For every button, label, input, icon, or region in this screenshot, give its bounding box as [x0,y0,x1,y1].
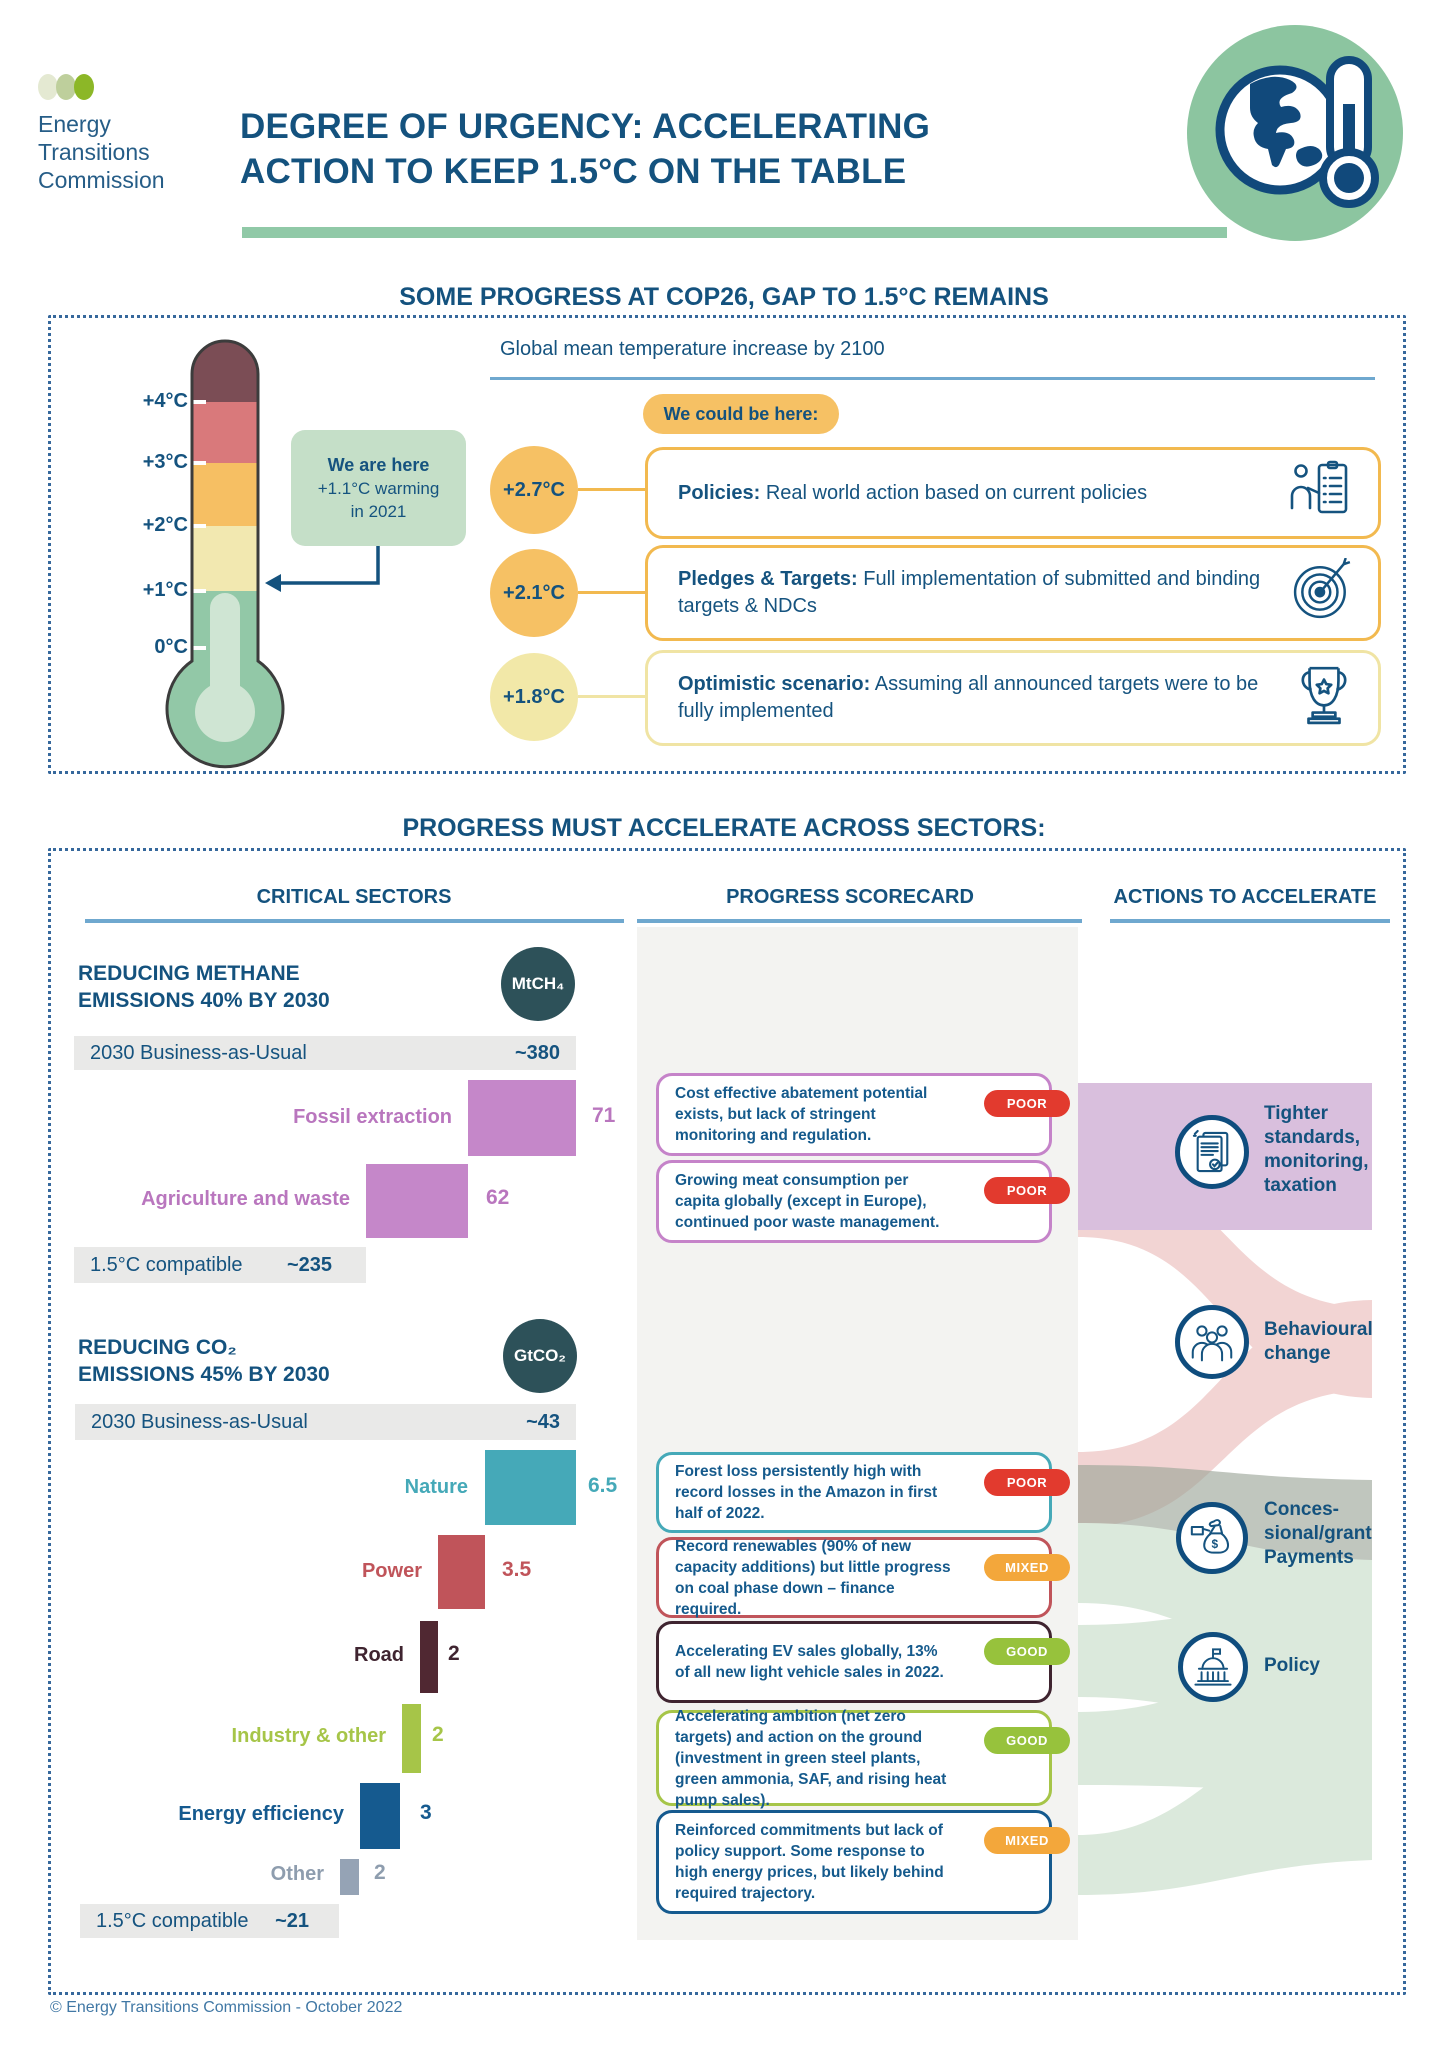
thermometer-tick: +1°C [142,579,188,601]
we-are-here-line2: +1.1°C warming [317,478,440,498]
co2-bar-value: 2 [432,1723,444,1746]
co2-bau-label: 2030 Business-as-Usual [91,1410,308,1433]
action-circle-behaviour [1175,1305,1249,1379]
action-line: sional/grant [1264,1523,1372,1544]
scorecard-item [656,1073,1052,1156]
co2-bar-value: 2 [374,1861,386,1884]
target-icon [1292,558,1354,620]
scenario-rest: Real world action based on current policies [760,481,1148,504]
co2-bar-value: 6.5 [588,1474,618,1497]
co2-bau-bar [75,1404,576,1440]
page-title [240,104,1120,194]
scenario-rest: Full implementation of submitted and binding targets & NDCs [678,568,1261,617]
scenario-box-pledges [645,545,1381,641]
scenario-temp-circle: +1.8°C [490,653,578,741]
action-line: Tighter [1264,1103,1329,1124]
logo-line: Energy [38,111,111,137]
rating-badge: MIXED [984,1827,1070,1854]
co2-bar-label: Nature [404,1476,468,1498]
methane-compat-label: 1.5°C compatible [90,1253,243,1276]
money-bag-icon [1190,1517,1234,1559]
scenario-text [648,661,1378,735]
methane-compatible-bar [74,1247,366,1283]
methane-bar-value: 71 [592,1104,616,1127]
we-are-here-bold: We are here [327,454,430,475]
co2-heading [78,1334,330,1388]
column1-rule [85,919,624,923]
methane-bar-label: Agriculture and waste [141,1188,350,1210]
column2-rule [637,919,1082,923]
scorecard-item [656,1621,1052,1703]
action-line: Conces- [1264,1499,1339,1520]
footer-copyright: © Energy Transitions Commission - October 2022 [50,1999,403,2016]
rating-badge: GOOD [984,1727,1070,1754]
co2-compat-label: 1.5°C compatible [96,1909,249,1932]
trophy-icon [1294,662,1354,726]
scorecard-text: Cost effective abatement potential exists, but lack of stringent monitoring and regulation. [675,1085,928,1144]
action-line: monitoring, [1264,1151,1369,1172]
column-header-progress-scorecard: PROGRESS SCORECARD [726,886,974,908]
header-rule [242,227,1227,238]
action-label-behaviour [1264,1318,1373,1366]
co2-bau-value: ~43 [526,1410,560,1433]
co2-bar-label: Other [270,1863,324,1885]
scorecard-text: Reinforced commitments but lack of policy support. Some response to high energy prices, but likely behind required trajectory. [675,1822,944,1902]
co2-bar-road [420,1621,438,1693]
scenario-rest: Assuming all announced targets were to be fully implemented [678,673,1259,722]
svg-text:$: $ [1211,1537,1219,1552]
methane-bar-label: Fossil extraction [293,1106,452,1128]
rating-badge: POOR [984,1177,1070,1204]
scorecard-text: Forest loss persistently high with record losses in the Amazon in first half of 2022. [675,1463,938,1522]
we-are-here-note [291,430,466,546]
co2-bar-nature [485,1450,576,1525]
methane-bar-value: 62 [486,1186,510,1209]
we-are-here-arrow [255,540,405,595]
scorecard-item [656,1160,1052,1243]
logo-line: Transitions [38,139,150,165]
scorecard-text: Accelerating ambition (net zero targets) and action on the ground (investment in green steel plants, green ammonia, SAF, and rising heat pump sales). [675,1707,947,1809]
government-icon [1191,1647,1235,1687]
co2-bar-label: Power [361,1560,422,1582]
co2-bar-label: Industry & other [231,1725,386,1747]
we-are-here-line3: in 2021 [350,501,407,521]
co2-compatible-bar [80,1904,339,1938]
action-line: Policy [1264,1655,1320,1676]
scorecard-item [656,1707,1052,1809]
co2-bar-industry [402,1704,421,1773]
scenario-connector [578,488,655,491]
action-line: Behavioural [1264,1319,1373,1340]
co2-bar-label: Road [354,1644,404,1666]
people-icon [1190,1322,1234,1362]
thermometer-tick: +2°C [142,514,188,536]
scenario-text [648,556,1378,630]
axis-title: Global mean temperature increase by 2100 [500,338,885,360]
rating-badge: POOR [984,1469,1070,1496]
methane-bau-label: 2030 Business-as-Usual [90,1041,307,1064]
column-header-critical-sectors: CRITICAL SECTORS [256,886,452,908]
thermometer-tick: +3°C [142,451,188,473]
action-label-standards [1264,1102,1368,1198]
action-label-policy [1264,1654,1320,1678]
methane-bau-value: ~380 [514,1041,560,1064]
action-circle-standards [1175,1115,1249,1189]
rating-badge: MIXED [984,1554,1070,1581]
co2-unit-badge: GtCO₂ [503,1319,577,1393]
person-clipboard-icon [1288,458,1352,522]
logo-line: Commission [38,167,165,193]
column3-rule [1110,919,1390,923]
could-be-here-pill: We could be here: [643,394,839,434]
action-line: Payments [1264,1547,1354,1568]
scenario-connector [578,591,655,594]
co2-bar-other [340,1859,359,1895]
scorecard-text: Accelerating EV sales globally, 13% of all new light vehicle sales in 2022. [675,1643,944,1681]
page-title-line1: DEGREE OF URGENCY: ACCELERATING [240,107,931,146]
co2-compat-value: ~21 [275,1909,309,1932]
scenario-text [648,470,1243,517]
rating-badge: GOOD [984,1638,1070,1665]
co2-bar-label: Energy efficiency [178,1803,344,1825]
scorecard-text: Growing meat consumption per capita globally (except in Europe), continued poor waste management. [675,1172,940,1231]
methane-heading-line1: REDUCING METHANE [78,962,300,985]
scorecard-item [656,1810,1052,1914]
scorecard-item [656,1452,1052,1533]
axis-rule [490,377,1375,380]
scenario-temp-circle: +2.1°C [490,549,578,637]
scenario-temp-circle: +2.7°C [490,446,578,534]
section1-title: SOME PROGRESS AT COP26, GAP TO 1.5°C REMAINS [399,283,1049,311]
logo-text [38,110,165,194]
globe-thermometer-icon [1180,18,1410,248]
scenario-bold: Policies: [678,481,761,504]
scorecard-text: Record renewables (90% of new capacity additions) but little progress on coal phase down – finance required. [675,1537,951,1618]
scorecard-item [656,1537,1052,1618]
scenario-box-policies [645,447,1381,539]
page-title-line2: ACTION TO KEEP 1.5°C ON THE TABLE [240,152,907,191]
action-line: standards, [1264,1127,1361,1148]
action-circle-policy [1178,1632,1248,1702]
column-header-actions: ACTIONS TO ACCELERATE [1113,886,1377,908]
action-circle-payments [1176,1502,1248,1574]
scenario-bold: Pledges & Targets: [678,568,858,590]
action-line: taxation [1264,1175,1337,1196]
co2-bar-efficiency [360,1783,400,1849]
co2-bar-value: 2 [448,1642,460,1665]
section2-title: PROGRESS MUST ACCELERATE ACROSS SECTORS: [402,814,1046,842]
logo-dots-icon [36,70,96,104]
scenario-box-optimistic [645,650,1381,746]
header [0,0,1448,260]
methane-bau-bar [74,1036,576,1070]
scenario-connector [578,695,655,698]
methane-bar-fossil [468,1080,576,1156]
co2-heading-line2: EMISSIONS 45% BY 2030 [78,1363,330,1386]
thermometer-tick: 0°C [154,636,188,658]
thermometer-tick: +4°C [142,390,188,412]
methane-bar-agriculture [366,1164,468,1238]
methane-unit-badge: MtCH₄ [501,947,575,1021]
action-line: change [1264,1343,1331,1364]
co2-bar-value: 3 [420,1801,432,1824]
methane-heading [78,960,330,1014]
methane-compat-value: ~235 [286,1253,332,1276]
methane-heading-line2: EMISSIONS 40% BY 2030 [78,989,330,1012]
rating-badge: POOR [984,1090,1070,1117]
action-label-payments [1264,1498,1372,1570]
co2-heading-line1: REDUCING CO₂ [78,1336,237,1359]
scenario-bold: Optimistic scenario: [678,673,871,695]
co2-bar-value: 3.5 [502,1558,532,1581]
document-standards-icon [1191,1129,1233,1175]
co2-bar-power [438,1535,485,1609]
